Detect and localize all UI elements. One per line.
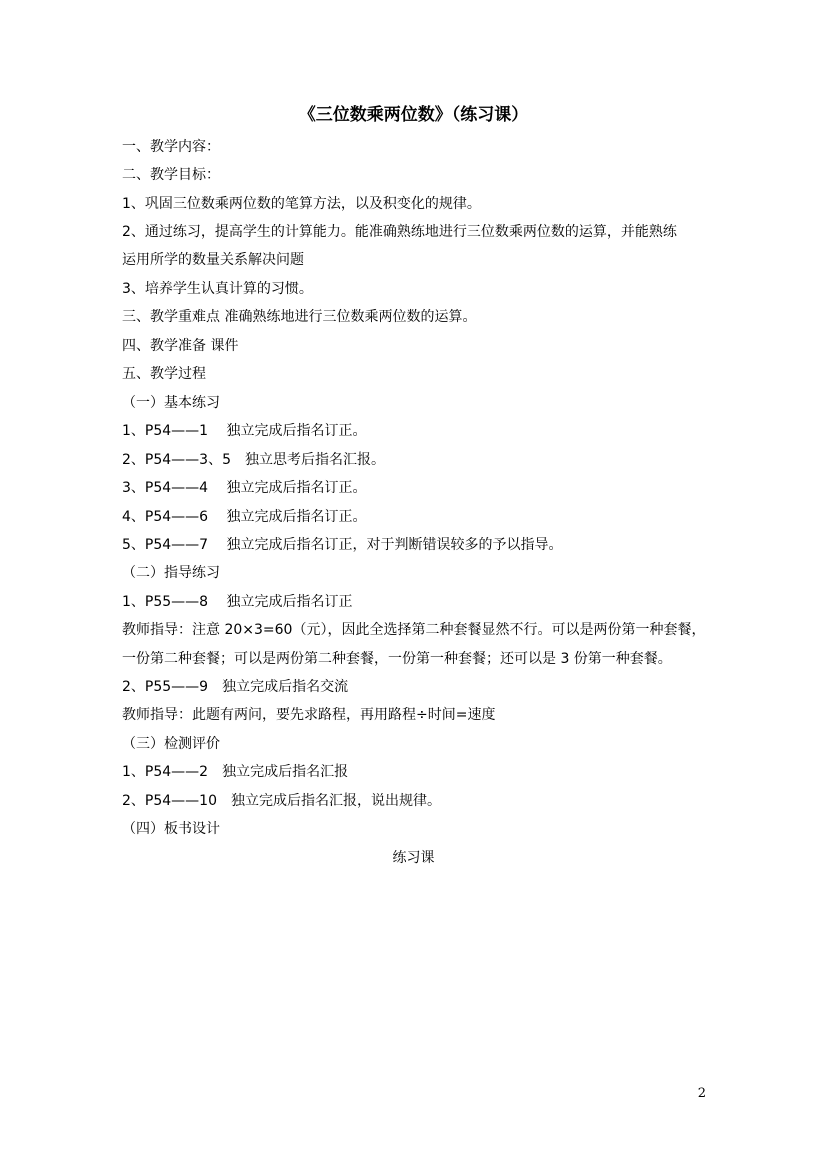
text-line: 1、P54——1 独立完成后指名订正。 bbox=[122, 423, 367, 439]
page-number: 2 bbox=[697, 1086, 706, 1101]
text-line: 一份第二种套餐；可以是两份第二种套餐，一份第一种套餐；还可以是 3 份第一种套餐。 bbox=[122, 651, 672, 667]
text-line: 2、P54——10 独立完成后指名汇报，说出规律。 bbox=[122, 793, 441, 809]
text-line: （一）基本练习 bbox=[122, 395, 220, 411]
text-line: 3、培养学生认真计算的习惯。 bbox=[122, 281, 313, 297]
text-line: 教师指导：此题有两问，要先求路程，再用路程÷时间=速度 bbox=[122, 707, 496, 723]
text-line: 1、P54——2 独立完成后指名汇报 bbox=[122, 764, 349, 780]
document-title: 《三位数乘两位数》（练习课） bbox=[298, 105, 529, 125]
text-line: 2、P54——3、5 独立思考后指名汇报。 bbox=[122, 452, 385, 468]
board-heading: 练习课 bbox=[392, 850, 435, 866]
text-line: （四）板书设计 bbox=[122, 821, 220, 837]
text-line: 2、P55——9 独立完成后指名交流 bbox=[122, 679, 349, 695]
text-line: 2、通过练习，提高学生的计算能力。能准确熟练地进行三位数乘两位数的运算，并能熟练 bbox=[122, 224, 677, 240]
text-line: 5、P54——7 独立完成后指名订正，对于判断错误较多的予以指导。 bbox=[122, 537, 563, 553]
text-line: 四、教学准备 课件 bbox=[122, 338, 239, 354]
text-line: 4、P54——6 独立完成后指名订正。 bbox=[122, 509, 367, 525]
text-line: 教师指导：注意 20×3=60（元），因此全选择第二种套餐显然不行。可以是两份第一种套餐， bbox=[122, 622, 706, 638]
text-line: 三、教学重难点 准确熟练地进行三位数乘两位数的运算。 bbox=[122, 309, 477, 325]
text-line: 3、P54——4 独立完成后指名订正。 bbox=[122, 480, 367, 496]
text-line: 二、教学目标： bbox=[122, 167, 220, 183]
text-line: 一、教学内容： bbox=[122, 139, 220, 155]
text-line: 1、P55——8 独立完成后指名订正 bbox=[122, 594, 353, 610]
text-line: 1、巩固三位数乘两位数的笔算方法，以及积变化的规律。 bbox=[122, 196, 481, 212]
text-line: （二）指导练习 bbox=[122, 565, 220, 581]
text-line: 运用所学的数量关系解决问题 bbox=[122, 252, 304, 268]
text-line: （三）检测评价 bbox=[122, 736, 220, 752]
text-line: 五、教学过程 bbox=[122, 366, 206, 382]
